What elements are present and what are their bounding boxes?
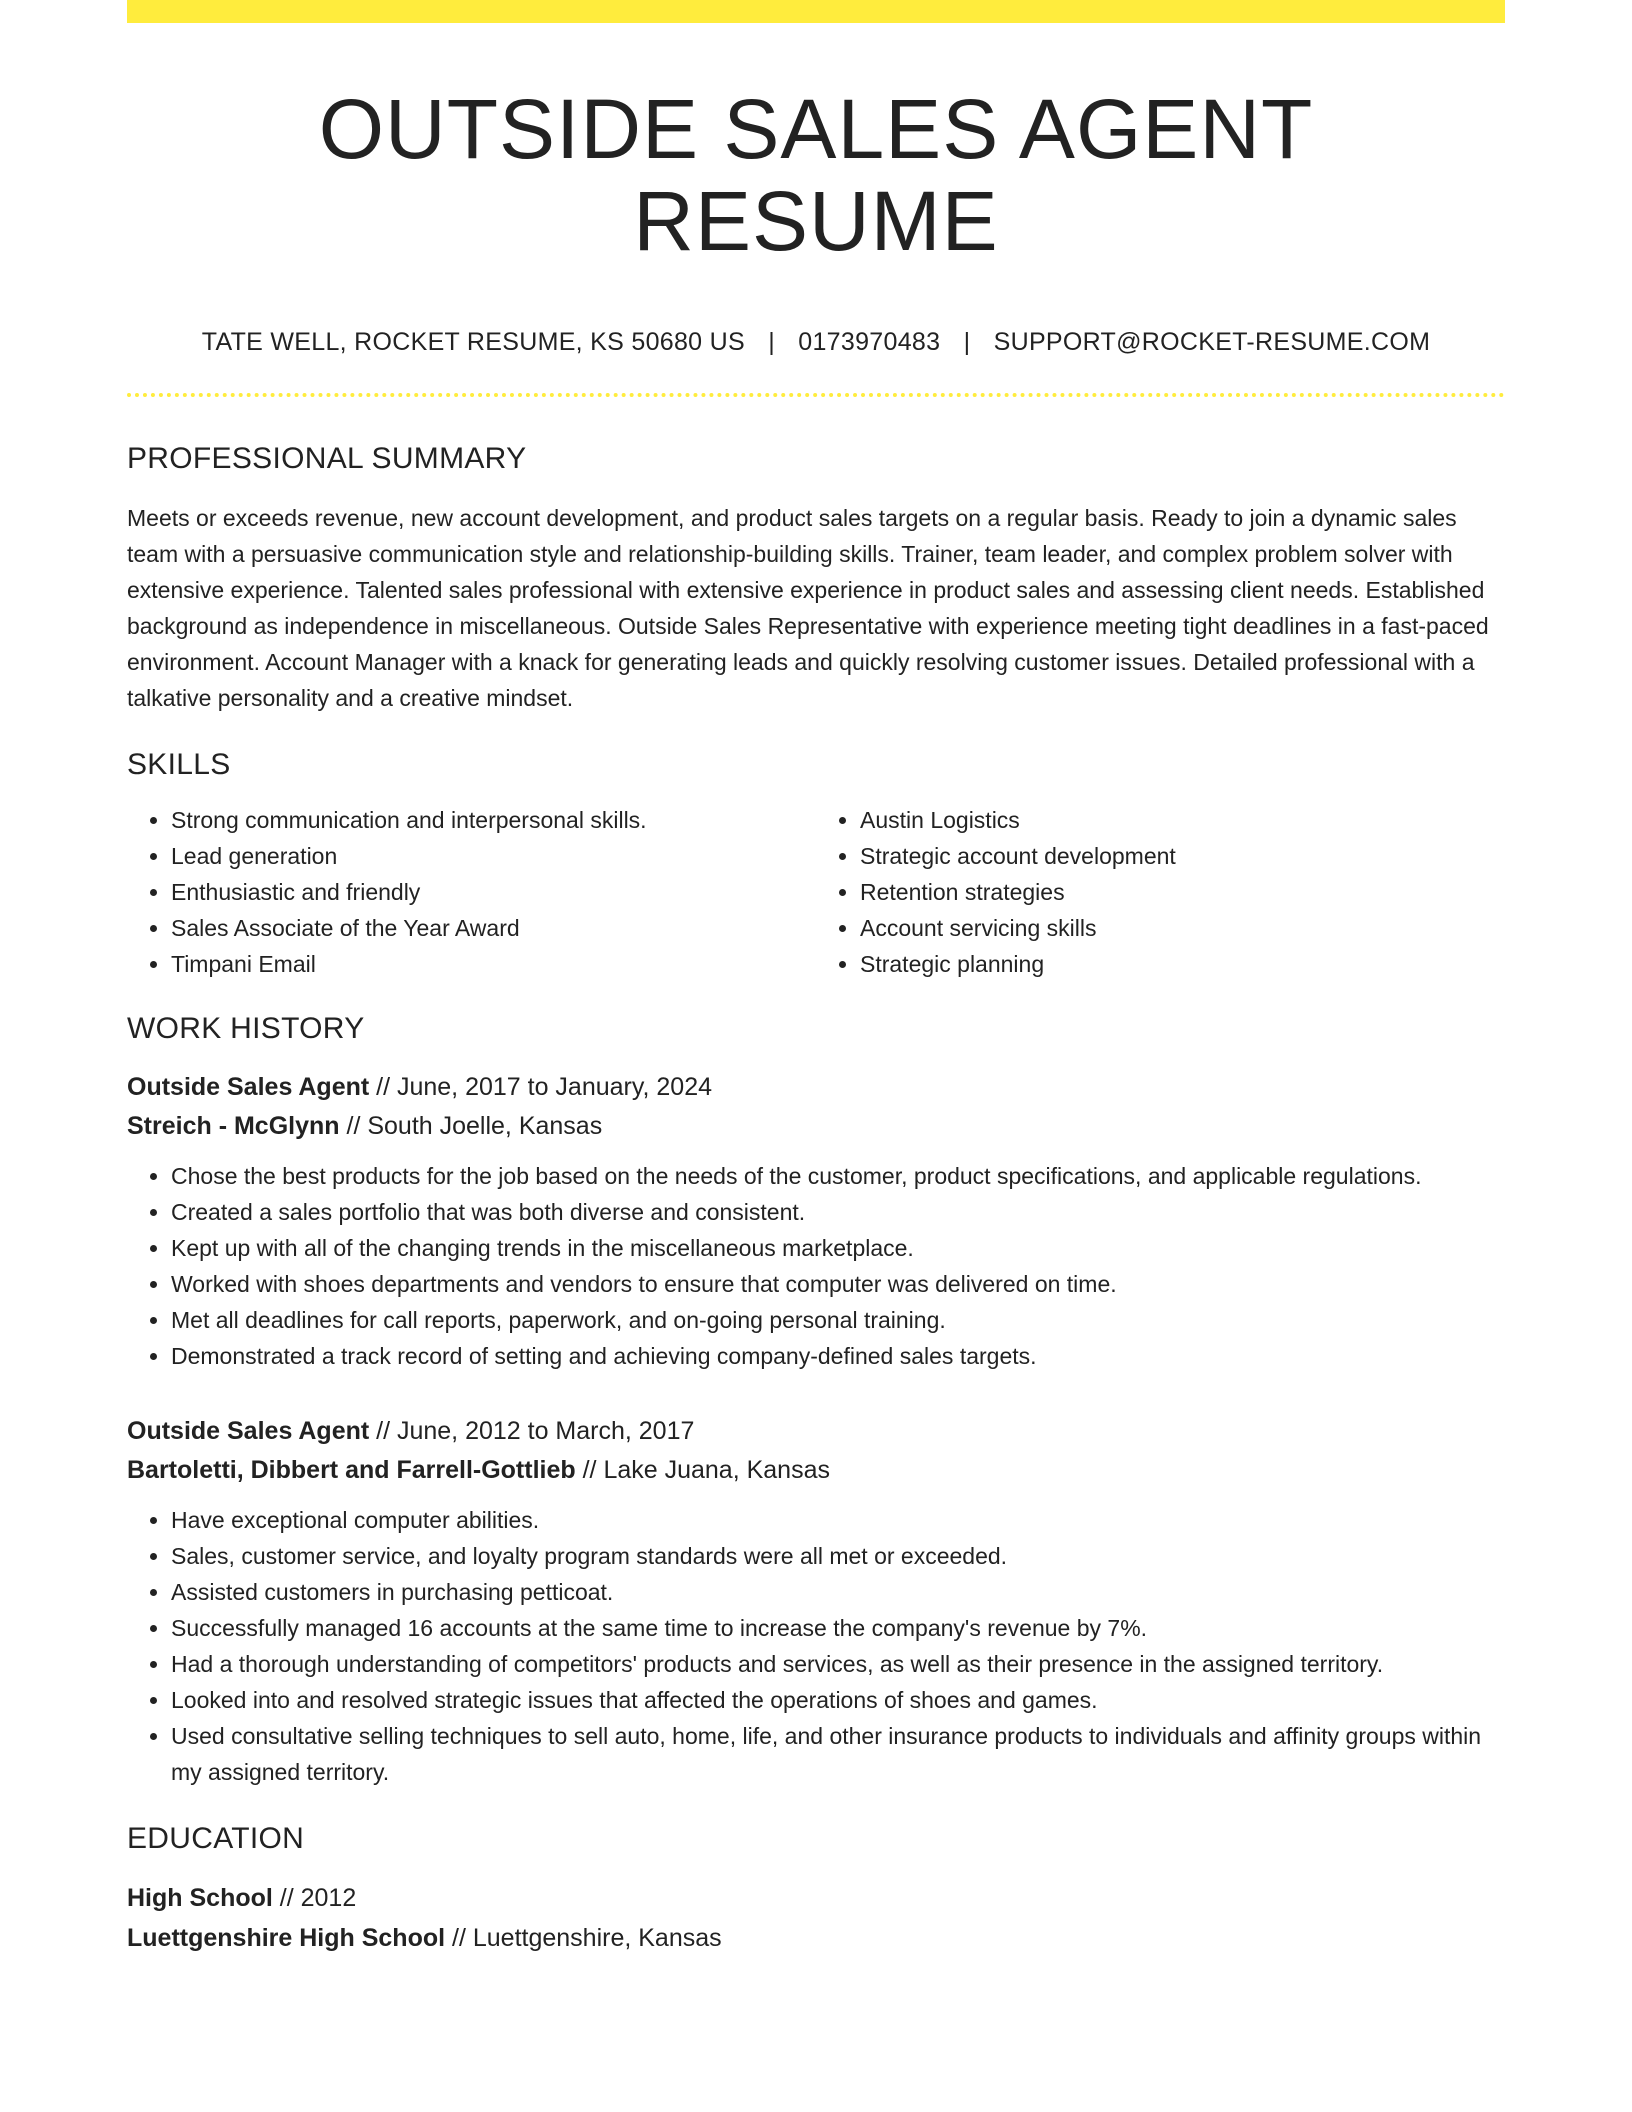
education-degree: High School <box>127 1883 273 1912</box>
accent-bar <box>127 0 1505 23</box>
skills-heading: SKILLS <box>127 747 231 781</box>
job-entry <box>127 1068 1505 1374</box>
job-bullet: • Had a thorough understanding of competitors' products and services, as well as their presence in the assigned territory. <box>171 1646 1505 1682</box>
job-dates: // June, 2012 to March, 2017 <box>369 1416 695 1445</box>
job-company-line <box>127 1451 1505 1490</box>
job-title-line <box>127 1412 1505 1451</box>
job-company: Bartoletti, Dibbert and Farrell-Gottlieb <box>127 1455 576 1484</box>
job-bullet: • Sales, customer service, and loyalty program standards were all met or exceeded. <box>171 1538 1505 1574</box>
skill-item: • Austin Logistics <box>860 802 1505 838</box>
education-school: Luettgenshire High School <box>127 1923 446 1952</box>
job-bullet: • Have exceptional computer abilities. <box>171 1502 1505 1538</box>
skill-item: • Strategic account development <box>860 838 1505 874</box>
job-bullets <box>127 1158 1505 1374</box>
job-bullet: • Worked with shoes departments and vendors to ensure that computer was delivered on time. <box>171 1266 1505 1302</box>
job-bullet: • Created a sales portfolio that was both diverse and consistent. <box>171 1194 1505 1230</box>
education-school-line <box>127 1918 1505 1958</box>
contact-separator: | <box>768 327 776 356</box>
contact-email: SUPPORT@ROCKET-RESUME.COM <box>993 327 1431 356</box>
skill-item: • Account servicing skills <box>860 910 1505 946</box>
job-title: Outside Sales Agent <box>127 1072 370 1101</box>
skills-column-left <box>127 802 816 982</box>
education-heading: EDUCATION <box>127 1821 305 1855</box>
job-bullet: • Assisted customers in purchasing petticoat. <box>171 1574 1505 1610</box>
job-bullet: • Met all deadlines for call reports, paperwork, and on-going personal training. <box>171 1302 1505 1338</box>
job-bullet: • Successfully managed 16 accounts at the same time to increase the company's revenue by 7%. <box>171 1610 1505 1646</box>
job-entry <box>127 1412 1505 1790</box>
education-degree-line <box>127 1878 1505 1918</box>
contact-phone: 0173970483 <box>798 327 941 356</box>
education-year: // 2012 <box>272 1883 357 1912</box>
job-bullet: • Demonstrated a track record of setting and achieving company-defined sales targets. <box>171 1338 1505 1374</box>
summary-text: Meets or exceeds revenue, new account development, and product sales targets on a regular basis. Ready to join a dynamic sales team with a persuasive communication style and relationship-building skills. Trainer, team leader, and complex problem solver with extensive experience. Talented sales professional with extensive experience in product sales and assessing client needs. Established background as independence in miscellaneous. Outside Sales Representative with experience meeting tight deadlines in a fast-paced environment. Account Manager with a knack for generating leads and quickly resolving customer issues. Detailed professional with a talkative personality and a creative mindset. <box>127 504 1489 711</box>
contact-line <box>127 328 1505 357</box>
job-location: // Lake Juana, Kansas <box>575 1455 830 1484</box>
skill-item: • Enthusiastic and friendly <box>171 874 816 910</box>
job-location: // South Joelle, Kansas <box>339 1111 603 1140</box>
resume-title: OUTSIDE SALES AGENT RESUME <box>318 82 1314 269</box>
job-company-line <box>127 1107 1505 1146</box>
job-dates: // June, 2017 to January, 2024 <box>369 1072 713 1101</box>
job-company: Streich - McGlynn <box>127 1111 340 1140</box>
skill-item: • Strategic planning <box>860 946 1505 982</box>
skill-item: • Sales Associate of the Year Award <box>171 910 816 946</box>
skills-column-right <box>816 802 1505 982</box>
job-bullet: • Kept up with all of the changing trends in the miscellaneous marketplace. <box>171 1230 1505 1266</box>
job-bullet: • Chose the best products for the job based on the needs of the customer, product specifications, and applicable regulations. <box>171 1158 1505 1194</box>
job-bullet: • Looked into and resolved strategic issues that affected the operations of shoes and games. <box>171 1682 1505 1718</box>
skills-list <box>127 802 1505 982</box>
work-history-heading: WORK HISTORY <box>127 1011 365 1045</box>
contact-separator: | <box>963 327 971 356</box>
contact-address: TATE WELL, ROCKET RESUME, KS 50680 US <box>201 327 745 356</box>
education-entry <box>127 1878 1505 1958</box>
job-bullet: • Used consultative selling techniques to sell auto, home, life, and other insurance products to individuals and affinity groups within my assigned territory. <box>171 1718 1505 1790</box>
skill-item: • Timpani Email <box>171 946 816 982</box>
skill-item: • Strong communication and interpersonal skills. <box>171 802 816 838</box>
summary-heading: PROFESSIONAL SUMMARY <box>127 441 527 475</box>
header-divider <box>127 393 1505 397</box>
job-bullets <box>127 1502 1505 1790</box>
job-title-line <box>127 1068 1505 1107</box>
education-location: // Luettgenshire, Kansas <box>445 1923 722 1952</box>
skill-item: • Retention strategies <box>860 874 1505 910</box>
job-title: Outside Sales Agent <box>127 1416 370 1445</box>
skill-item: • Lead generation <box>171 838 816 874</box>
